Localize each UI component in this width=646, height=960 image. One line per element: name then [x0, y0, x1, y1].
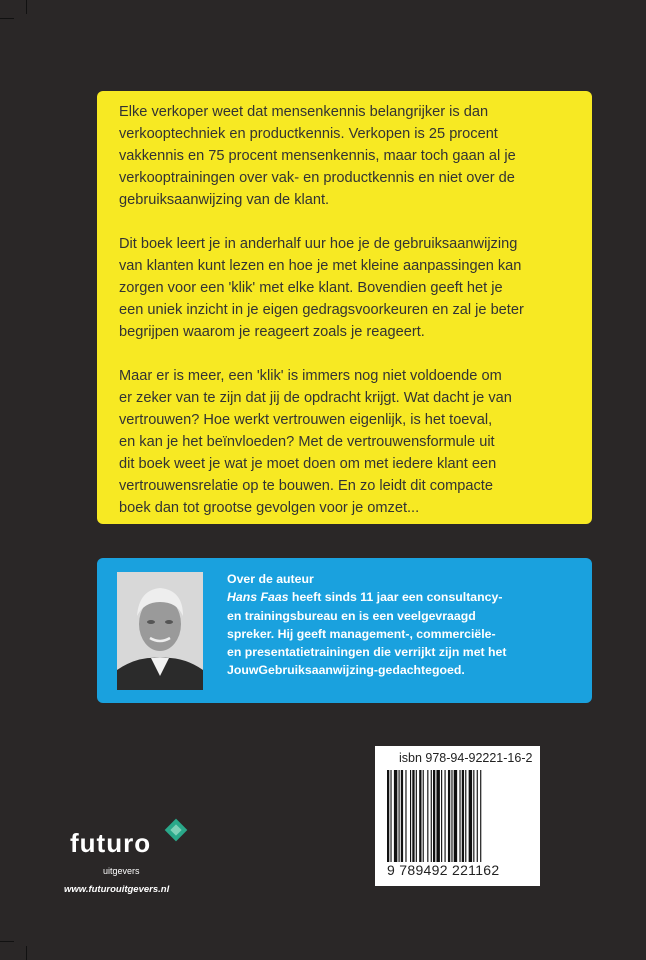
author-box: [97, 558, 592, 703]
text-line: een uniek inzicht in je eigen gedragsvoorkeuren en zal je beter: [119, 302, 524, 318]
text-line: vertrouwensrelatie op te bouwen. En zo leidt dit compacte: [119, 478, 493, 494]
author-heading: Over de auteur: [227, 572, 314, 586]
blurb-box: [97, 91, 592, 524]
text-line: gebruiksaanwijzing van de klant.: [119, 192, 330, 208]
crop-mark: [26, 0, 27, 14]
publisher-logo-text: futuro: [70, 828, 152, 858]
crop-mark: [26, 946, 27, 960]
text-line: van klanten kunt lezen en hoe je met kleine aanpassingen kan: [119, 258, 522, 274]
blurb-paragraph-3: [119, 365, 578, 519]
blurb-paragraph-1: [119, 101, 578, 211]
text-line: verkooptrainingen over vak- en productkennis en niet over de: [119, 170, 515, 186]
text-line: [227, 588, 582, 606]
text-line: boek dan tot grootse gevolgen voor je omzet...: [119, 500, 420, 516]
barcode-digits: 9 789492 221162: [387, 862, 500, 878]
text-line: en kan je het beïnvloeden? Met de vertrouwensformule uit: [119, 434, 495, 450]
text-line: Maar er is meer, een 'klik' is immers nog niet voldoende om: [119, 368, 502, 384]
author-photo: [117, 572, 203, 690]
blurb-paragraph-2: [119, 233, 578, 343]
publisher-logo-icon: [163, 817, 189, 843]
barcode-box: [375, 746, 540, 886]
text-line: vertrouwen? Hoe werkt vertrouwen eigenlijk, is het toeval,: [119, 412, 493, 428]
publisher-url: www.futurouitgevers.nl: [64, 884, 170, 895]
text-line: Elke verkoper weet dat mensenkennis belangrijker is dan: [119, 104, 489, 120]
text-line: vakkennis en 75 procent mensenkennis, maar toch gaan al je: [119, 148, 516, 164]
text-line: begrijpen waarom je reageert zoals je reageert.: [119, 324, 425, 340]
author-bio: [227, 570, 582, 680]
text-line: en trainingsbureau en is een veelgevraagd: [227, 608, 476, 623]
text-line: verkooptechniek en productkennis. Verkopen is 25 procent: [119, 126, 498, 142]
barcode-image: [387, 770, 529, 862]
author-name: Hans Faas: [227, 590, 289, 605]
text-line: er zeker van te zijn dat jij de opdracht krijgt. Wat dacht je van: [119, 390, 512, 406]
crop-mark: [0, 941, 14, 942]
publisher-subtitle: uitgevers: [103, 866, 140, 876]
text-line: en presentatietrainingen die verrijkt zijn met het: [227, 645, 507, 660]
text-line-rest: heeft sinds 11 jaar een consultancy-: [288, 590, 503, 605]
text-line: zorgen voor een 'klik' met elke klant. Bovendien geeft het je: [119, 280, 503, 296]
text-line: spreker. Hij geeft management-, commerciële-: [227, 626, 496, 641]
author-portrait-image: [117, 572, 203, 690]
text-line: Dit boek leert je in anderhalf uur hoe je de gebruiksaanwijzing: [119, 236, 518, 252]
isbn-label: isbn 978-94-92221-16-2: [399, 751, 533, 765]
text-line: dit boek weet je wat je moet doen om met iedere klant een: [119, 456, 497, 472]
crop-mark: [0, 18, 14, 19]
text-line: JouwGebruiksaanwijzing-gedachtegoed.: [227, 663, 465, 678]
